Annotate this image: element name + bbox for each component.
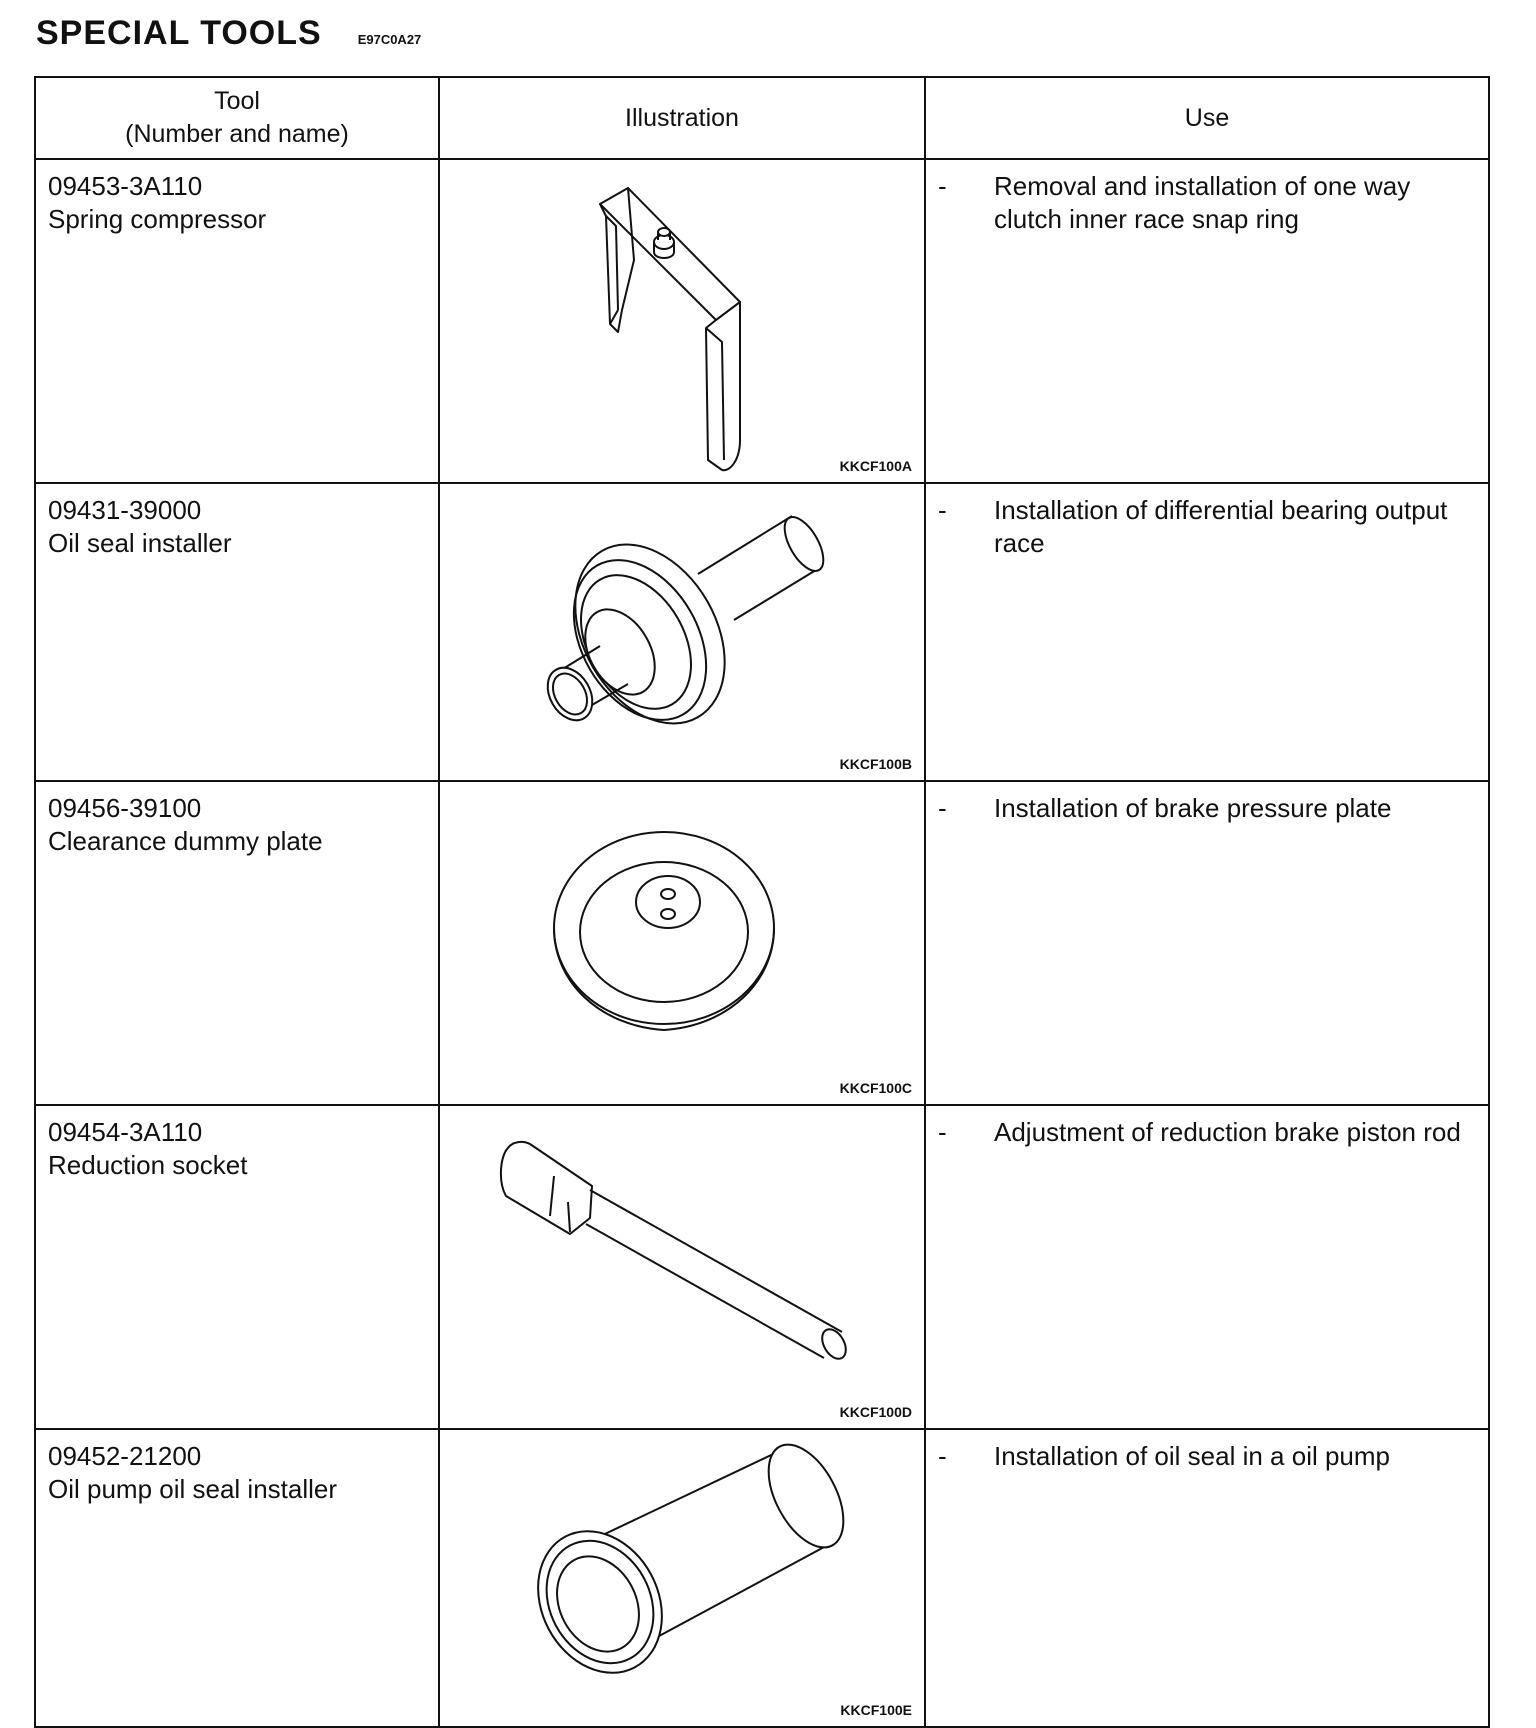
tool-cell [35,1429,439,1727]
table-row [35,1105,1489,1429]
use-cell [925,1429,1489,1727]
illustration-cell [439,1105,925,1429]
use-bullet: - [938,1441,947,1471]
figure-code: KKCF100D [839,1404,912,1420]
page-title: SPECIAL TOOLS [36,14,322,52]
use-text: Adjustment of reduction brake piston rod [994,1117,1461,1147]
illustration-cell [439,781,925,1105]
use-cell [925,1105,1489,1429]
tool-name: Oil pump oil seal installer [48,1474,338,1504]
tool-number: 09452-21200 [48,1441,202,1471]
tool-number: 09454-3A110 [48,1117,203,1147]
tool-name: Reduction socket [48,1150,248,1180]
use-cell [925,159,1489,483]
reduction-socket-illustration [440,1106,926,1428]
column-header-use: Use [925,77,1489,159]
tool-number: 09456-39100 [48,793,202,823]
use-text: Removal and installation of one way clutch inner race snap ring [994,171,1411,234]
table-row [35,781,1489,1105]
use-cell [925,781,1489,1105]
page-header [36,14,421,53]
column-header-tool-sublabel: (Number and name) [125,120,349,148]
clearance-dummy-plate-illustration [440,782,926,1104]
table-row [35,483,1489,781]
oil-pump-oil-seal-installer-illustration [440,1430,926,1726]
figure-code: KKCF100E [840,1702,912,1718]
use-bullet: - [938,1117,947,1147]
use-text: Installation of oil seal in a oil pump [994,1441,1391,1471]
section-code: E97C0A27 [357,32,422,47]
tool-name: Clearance dummy plate [48,826,323,856]
figure-code: KKCF100B [839,756,912,772]
figure-code: KKCF100A [839,458,912,474]
illustration-cell [439,159,925,483]
use-bullet: - [938,793,947,823]
tool-name: Spring compressor [48,204,267,234]
tool-cell [35,483,439,781]
use-text: Installation of differential bearing output race [994,495,1448,558]
column-header-tool-label: Tool [214,87,260,115]
spring-compressor-illustration [440,160,926,482]
illustration-cell [439,483,925,781]
tool-name: Oil seal installer [48,528,232,558]
column-header-tool [35,77,439,159]
tool-number: 09453-3A110 [48,171,203,201]
column-header-illustration: Illustration [439,77,925,159]
table-row [35,159,1489,483]
special-tools-table [34,76,1490,1728]
tool-number: 09431-39000 [48,495,202,525]
tool-cell [35,159,439,483]
illustration-cell [439,1429,925,1727]
tool-cell [35,781,439,1105]
use-cell [925,483,1489,781]
table-header-row [35,77,1489,159]
table-row [35,1429,1489,1727]
oil-seal-installer-illustration [440,484,926,780]
tool-cell [35,1105,439,1429]
use-bullet: - [938,171,947,201]
use-text: Installation of brake pressure plate [994,793,1392,823]
figure-code: KKCF100C [839,1080,912,1096]
use-bullet: - [938,495,947,525]
